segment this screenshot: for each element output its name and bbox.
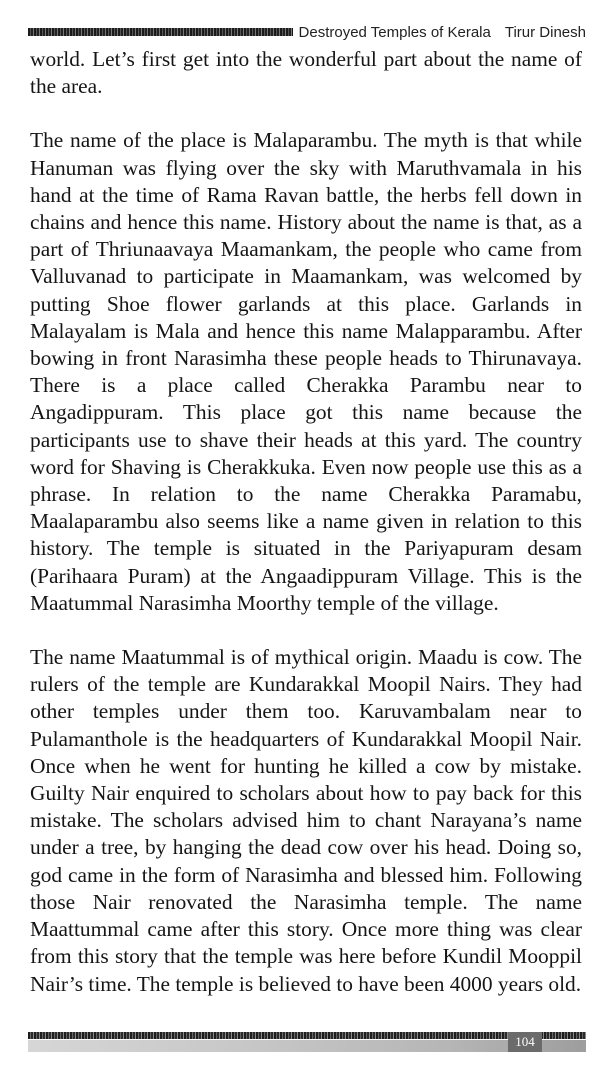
paragraph: world. Let’s first get into the wonderful part about the name of the area. (30, 47, 582, 99)
book-title: Destroyed Temples of Kerala (298, 23, 491, 41)
body-text (30, 46, 582, 998)
footer-shade-band (28, 1040, 586, 1052)
header-decorative-rule (28, 28, 293, 36)
page-number: 104 (508, 1032, 542, 1052)
paragraph: The name Maatummal is of mythical origin. Maadu is cow. The rulers of the temple are Kundarakkal Moopil Nairs. They had other temples under them too. Karuvambalam near to Pulamanthole is the headquarters of Kundarakkal Moopil Nair. Once when he went for hunting he killed a cow by mistake. Guilty Nair enquired to scholars about how to pay back for this mistake. The scholars advised him to chant Narayana’s name under a tree, by hanging the dead cow over his head. Doing so, god came in the form of Narasimha and blessed him. Following those Nair renovated the Narasimha temple. The name Maattummal came after this story. Once more thing was clear from this story that the temple was here before Kundil Mooppil Nair’s time. The temple is believed to have been 4000 years old. (30, 645, 582, 996)
footer-decorative-rule (28, 1032, 586, 1039)
page-footer (28, 1026, 586, 1054)
author-name: Tirur Dinesh (504, 23, 586, 41)
paragraph: The name of the place is Malaparambu. The myth is that while Hanuman was flying over the sky with Maruthvamala in his hand at the time of Rama Ravan battle, the herbs fell down in chains and hence this name. History about the name is that, as a part of Thriunaavaya Maamankam, the people who came from Valluvanad to participate in Maamankam, was welcomed by putting Shoe flower garlands at this place. Garlands in Malayalam is Mala and hence this name Malapparambu. After bowing in front Narasimha these people heads to Thirunavaya. There is a place called Cherakka Parambu near to Angadippuram. This place got this name because the participants use to shave their heads at this yard. The country word for Shaving is Cherakkuka. Even now people use this as a phrase. In relation to the name Cherakka Paramabu, Maalaparambu also seems like a name given in relation to this history. The temple is situated in the Pariyapuram desam (Parihaara Puram) at the Angaadippuram Village. This is the Maatummal Narasimha Moorthy temple of the village. (30, 128, 582, 615)
running-header (28, 18, 586, 46)
